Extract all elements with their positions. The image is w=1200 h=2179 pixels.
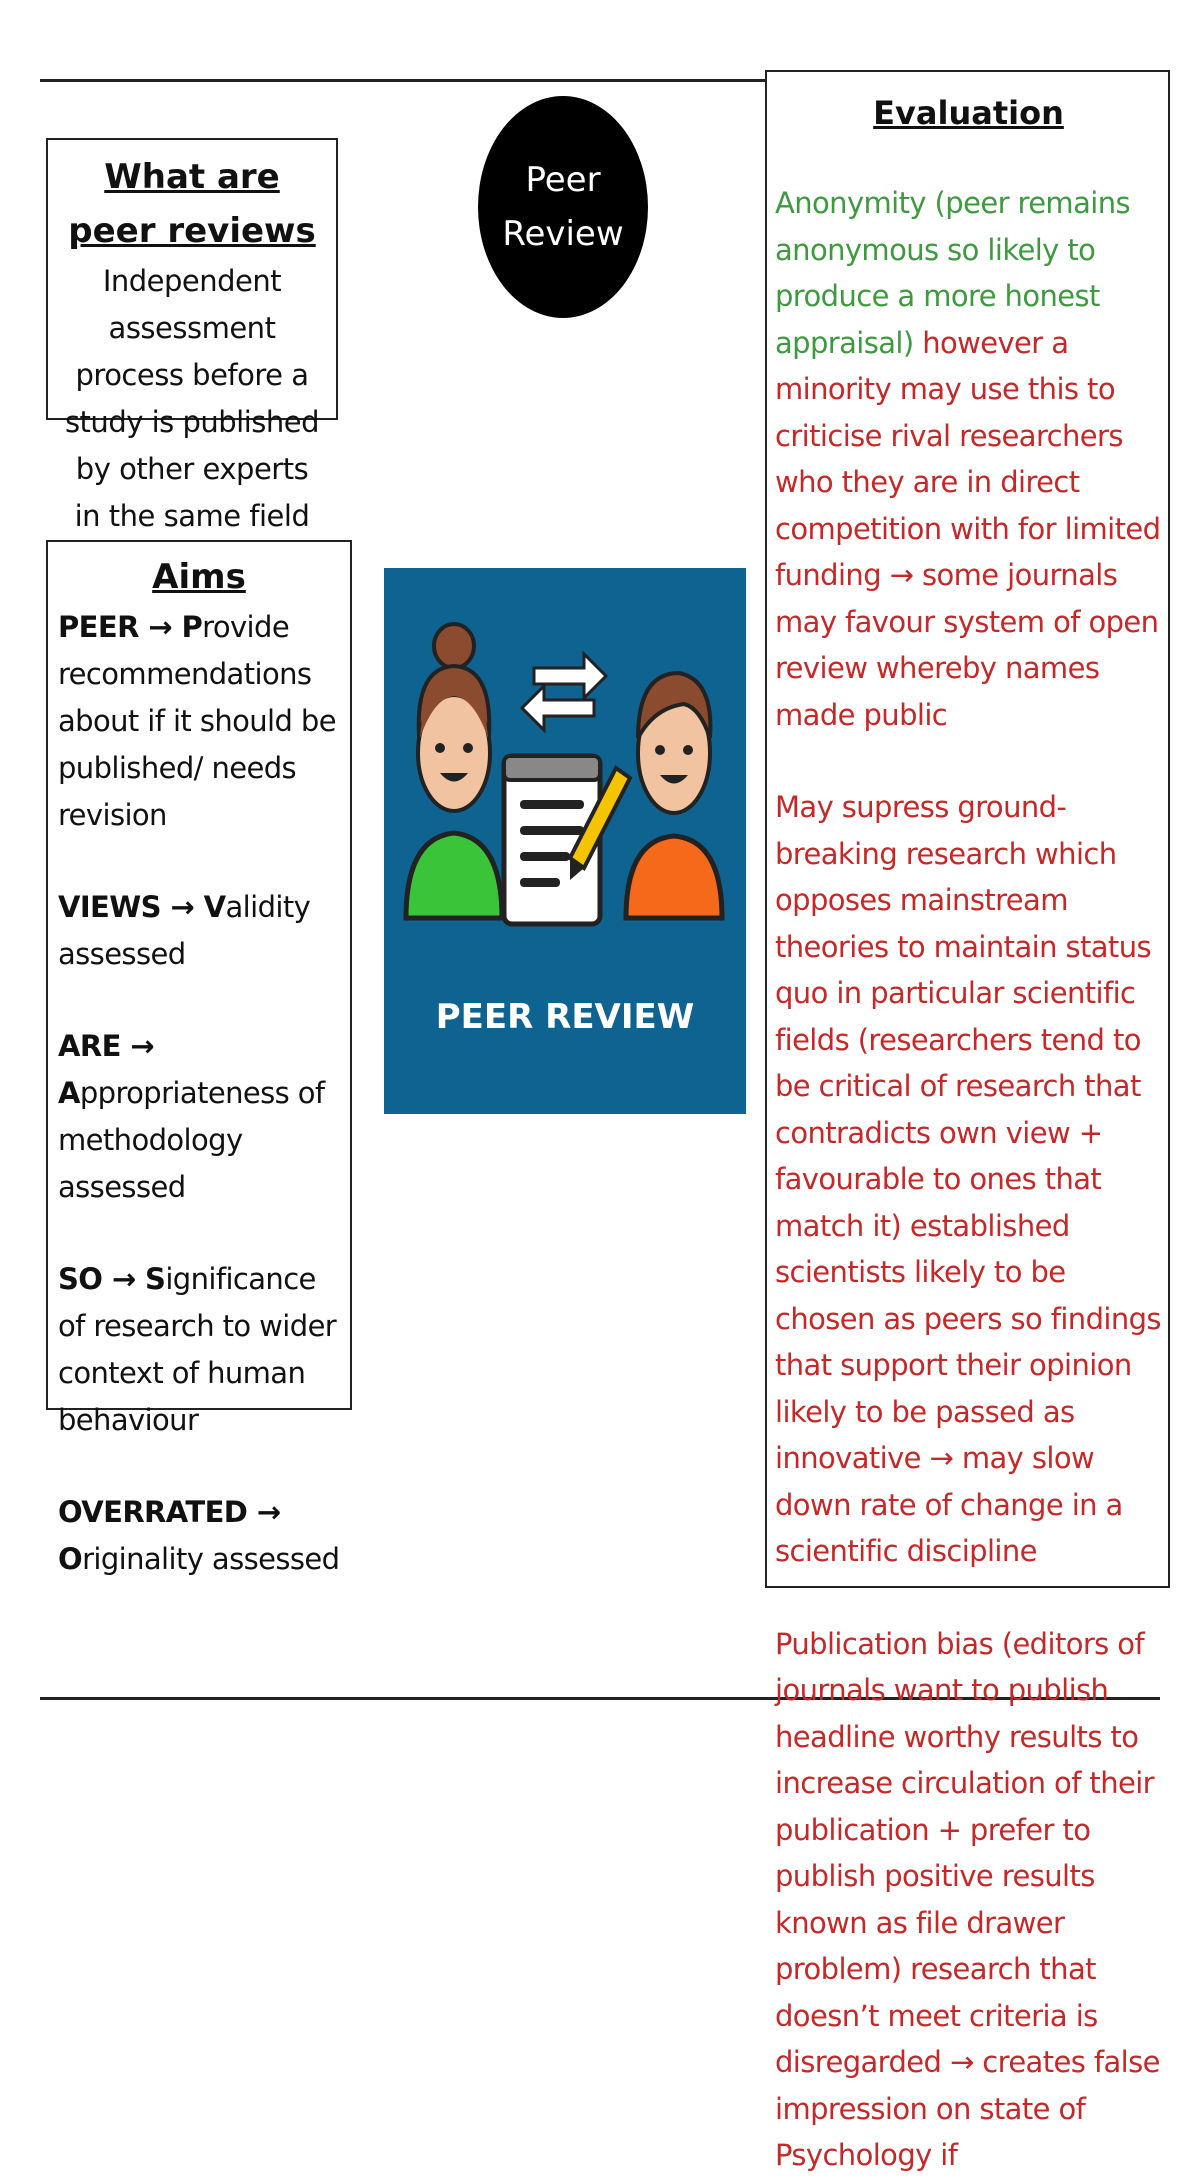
- aim-item: [58, 884, 340, 978]
- definition-box: [46, 138, 338, 533]
- aim-text: ppropriateness of methodology assessed: [58, 1076, 325, 1204]
- illustration-caption: PEER REVIEW: [435, 997, 695, 1037]
- aim-item: [58, 1256, 340, 1444]
- aim-initial: O: [58, 1542, 83, 1576]
- evaluation-title: Evaluation: [873, 94, 1064, 132]
- aim-key: OVERRATED: [58, 1495, 248, 1529]
- right-person-icon: [626, 673, 722, 918]
- aim-text: riginality assessed: [82, 1542, 340, 1576]
- aim-key: PEER: [58, 610, 139, 644]
- topic-circle-line1: Peer: [525, 160, 601, 200]
- aim-initial: S: [145, 1262, 166, 1296]
- aim-key: ARE: [58, 1029, 121, 1063]
- aim-text: rovide recommendations about if it should be published/ needs revision: [58, 610, 336, 832]
- evaluation-box: [765, 70, 1170, 2172]
- aim-arrow: →: [120, 1029, 154, 1063]
- evaluation-strength: Anonymity (peer remains anonymous so likely to produce a more honest appraisal): [775, 186, 1131, 360]
- aim-arrow: →: [102, 1262, 146, 1296]
- aim-text: alidity assessed: [58, 890, 311, 971]
- top-rule: [40, 79, 765, 82]
- evaluation-weakness: however a minority may use this to criticise rival researchers who they are in direct competition with for limited funding → some journals may favour system of open review whereby names made public: [775, 325, 1161, 732]
- left-person-icon: [406, 624, 502, 918]
- peer-review-graphic: [384, 568, 746, 1114]
- aim-arrow: →: [138, 610, 182, 644]
- aim-initial: A: [58, 1076, 80, 1110]
- peer-review-illustration: [384, 568, 746, 1114]
- evaluation-point-publication-bias: Publication bias (editors of journals want to publish headline worthy results to increase circulation of their publication + prefer to publish positive results known as file drawer problem) research that doesn’t meet criteria is disregarded → creates false impression on state of Psychology if: [775, 1626, 1160, 2172]
- aim-item: [58, 1489, 340, 1583]
- aim-item: [58, 1023, 340, 1211]
- aim-text: ignificance of research to wider context of human behaviour: [58, 1262, 337, 1437]
- definition-title: What are peer reviews: [68, 157, 316, 251]
- aims-title: Aims: [152, 557, 246, 597]
- topic-circle-line2: Review: [502, 214, 624, 254]
- definition-text: Independent assessment process before a study is published by other experts in the same field: [64, 264, 320, 533]
- aim-arrow: →: [247, 1495, 281, 1529]
- topic-circle: [478, 96, 648, 318]
- aim-initial: V: [203, 890, 226, 924]
- exchange-arrows-icon: [522, 654, 606, 730]
- aim-key: SO: [58, 1262, 103, 1296]
- aim-arrow: →: [160, 890, 204, 924]
- aim-item: [58, 604, 340, 839]
- aims-box: [46, 540, 352, 1576]
- evaluation-point-status-quo: May supress ground-breaking research which opposes mainstream theories to maintain status quo in particular scientific fields (researchers tend to be critical of research that contradicts own view + favourable to ones that match it) established scientists likely to be chosen as peers so findings that support their opinion likely to be passed as innovative → may slow down rate of change in a scientific discipline: [775, 790, 1161, 1568]
- aim-key: VIEWS: [58, 890, 161, 924]
- aim-initial: P: [181, 610, 203, 644]
- evaluation-point-anonymity: [775, 180, 1162, 738]
